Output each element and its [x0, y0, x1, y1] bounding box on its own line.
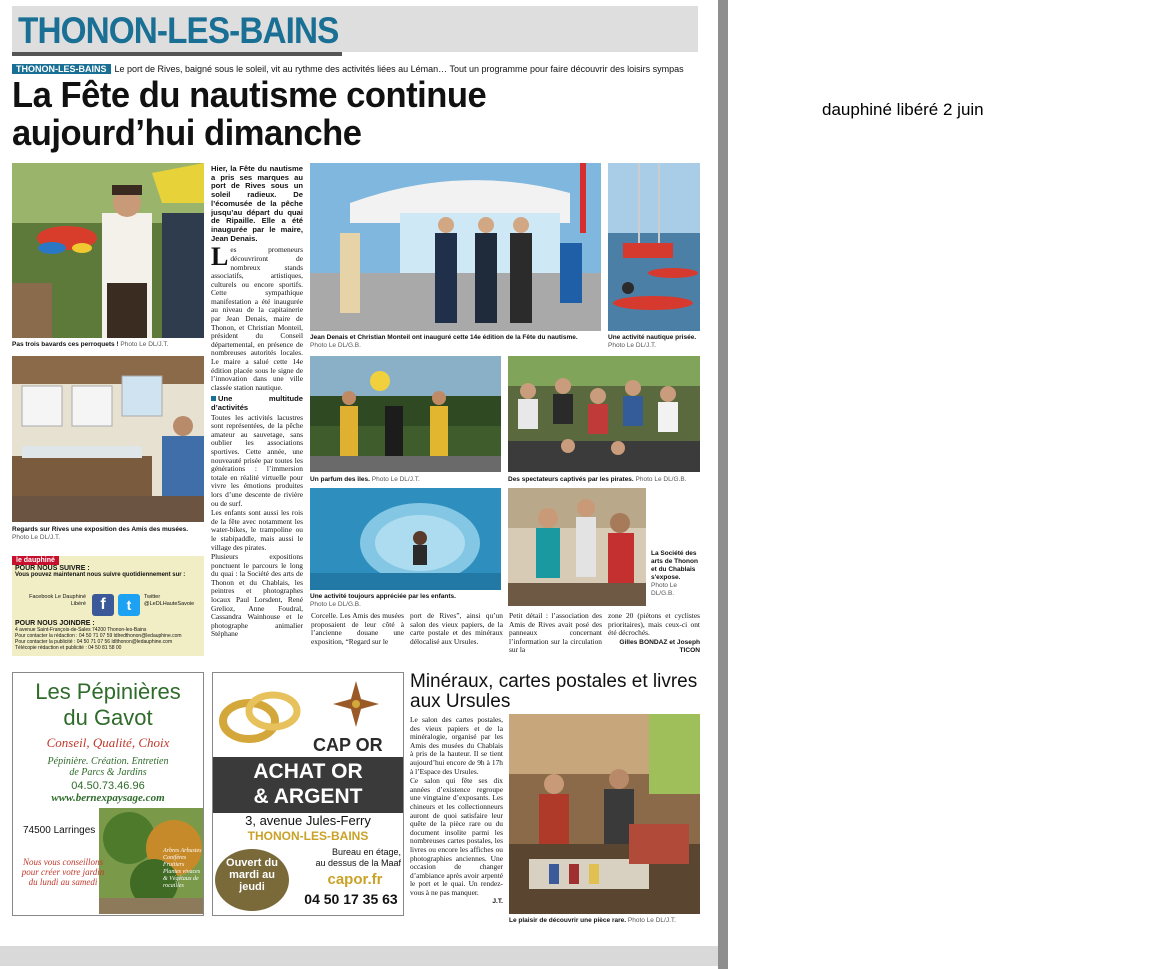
ad-pepinieres[interactable] [12, 672, 204, 916]
article-column-4 [509, 612, 602, 667]
ad-line: ACHAT OR [253, 760, 363, 783]
caption-text: Une activité nautique prisée. [608, 334, 697, 341]
ad-floor-line: au dessus de la Maaf [315, 858, 401, 868]
photo-credit: Photo Le DL/J.T. [627, 917, 676, 924]
photo-parrots [12, 163, 204, 338]
contact-line: Pour contacter la publicité : 04 50 71 07 56 ldlthonon@ledauphine.com [15, 639, 173, 645]
article-paragraph: Corcelle. Les Amis des musées proposaient de leur côté à l’ancienne douane une exposition, “Regard sur le [311, 612, 404, 646]
article-paragraph: zone 20 (piétons et cyclistes prioritaires), mais ceux-ci ont été décrochés. [608, 612, 700, 638]
ad-line: Pépinière. Création. Entretien [47, 756, 169, 767]
ad-phone: 04.50.73.46.96 [71, 780, 145, 792]
twitter-icon[interactable]: t [118, 594, 140, 616]
ad-web: capor.fr [327, 871, 383, 888]
caption-text: Une activité toujours appréciée par les enfants. [310, 593, 456, 600]
photo-credit: Photo Le DL/G.B. [310, 601, 361, 608]
photo-credit: Photo Le DL/J.T. [371, 476, 420, 483]
ad-advice: Nous vous conseillons pour créer votre jardin du lundi au samedi [21, 857, 105, 887]
caption-text: Le plaisir de découvrir une pièce rare. [509, 917, 627, 924]
ad-open-badge: Ouvert du mardi au jeudi [215, 849, 289, 911]
caption-water [310, 593, 501, 609]
photo-credit: Photo Le DL/J.T. [608, 342, 657, 349]
ad-banner [213, 757, 403, 813]
follow-text: Vous pouvez maintenant nous suivre quotidiennement sur : [15, 572, 186, 578]
article-paragraph: Toutes les activités lacustres sont représentées, de la pêche amateur au sauvetage, sans oublier les associations sportives. Cette année, une nouveauté prisée par toutes les générations : l’immersion totale en réalité virtuelle pour vivre les émotions produites lors d’une descente de rivière ou de surf. [211, 412, 303, 508]
ad-line: & ARGENT [253, 785, 363, 808]
page-bottom-bar [0, 946, 718, 966]
minerals-headline: Minéraux, cartes postales et livres aux Ursules [410, 671, 698, 712]
article-subhead [211, 395, 303, 412]
masthead-rule [12, 52, 342, 56]
article-paragraph: Plusieurs expositions ponctuent le parcours le long du quai : la Société des arts de Thonon et du Chablais, les peintres et photographes locaux Paul Lorsdent, René Grelioz, Anne Foudral, Cassandra Wainhouse et le photographe animalier Stéphane [211, 552, 303, 639]
caption-text: Des spectateurs captivés par les pirates. [508, 476, 634, 483]
caption-exhibition [12, 526, 204, 542]
article-paragraph: Les enfants sont aussi les rois de la fête avec notamment les water-bikes, le trampoline ou le stabipaddle, mais aussi le village des pirates. [211, 508, 303, 552]
article-column-2 [311, 612, 404, 667]
masthead-title: THONON-LES-BAINS [18, 10, 339, 51]
minerals-signature: J.T. [492, 898, 503, 906]
contact-box [12, 556, 204, 656]
article-paragraph: es promeneurs découvriront de nombreux stands associatifs, artistiques, culturels ou encore sportifs. Cette sympathique manifestation a été inaugurée au niveau de la capitainerie par Jean Denais, maire de Thonon, et Christian Monteil, président du Conseil départemental, en présence de nombreuses autorités locales. Le maire a salué cette 14e édition placée sous le signe de l’innovation dans une ville classée station nautique. [211, 245, 303, 392]
subhead-text: Une multitude d’activités [211, 394, 303, 413]
follow-heading: POUR NOUS SUIVRE : [15, 565, 90, 572]
dauphine-logo: le dauphiné [12, 556, 59, 565]
caption-society [651, 550, 701, 598]
side-note: dauphiné libéré 2 juin [822, 100, 984, 119]
photo-rare-piece [509, 714, 700, 914]
article-column-3 [410, 612, 503, 667]
caption-parrots [12, 341, 204, 349]
photo-nautical [608, 163, 700, 331]
minerals-column [410, 716, 503, 926]
article-paragraph: Le salon des cartes postales, des vieux papiers et de la minéralogie, organisé par les Amis des musées du Chablais à pris de la hauteur. Il se tient aujourd’hui encore de 9h à 17h à l’Espace des Ursules. [410, 716, 503, 776]
ad-slogan: Conseil, Qualité, Choix [46, 735, 170, 750]
ad-floor [301, 847, 401, 869]
square-icon [211, 396, 216, 401]
caption-nautical [608, 334, 700, 350]
star-logo-icon [333, 681, 379, 727]
rings-icon [217, 681, 303, 751]
article-column-1 [211, 165, 303, 665]
article-paragraph: Ce salon qui fête ses dix années d’existence regroupe une vingtaine d’exposants. Les chineurs et les collectionneurs auront de quoi satisfaire leur quête de la pièce rare ou du document insolite parmi les nombreuses cartes postales, les livres ou encore les affiches ou photographies anciennes. Une occasion de changer d’ambiance après avoir arpenté le port et le quai. Un rendez-vous à ne pas manquer. [410, 776, 503, 897]
article-signature: Gilles BONDAZ et Joseph TICON [619, 638, 700, 655]
photo-water-ball [310, 488, 501, 590]
ad-floor-line: Bureau en étage, [331, 847, 401, 857]
ad-brand: CAP OR [313, 735, 383, 755]
kicker-tag: THONON-LES-BAINS [12, 64, 111, 74]
caption-text: Un parfum des îles. [310, 476, 370, 483]
article-paragraph: Petit détail : l’association des Amis de Rives avait posé des panneaux concernant l’information sur la circulation sur la [509, 612, 602, 655]
article-paragraph: port de Rives”, ainsi qu’un salon des vieux papiers, de la carte postale et des minéraux délocalisé aux Ursules. [410, 612, 503, 646]
photo-credit: Photo Le DL/G.B. [635, 476, 687, 483]
photo-society [508, 488, 646, 606]
facebook-label: Facebook Le Dauphiné Libéré [29, 594, 86, 607]
article-lead: Hier, la Fête du nautisme a pris ses marques au port de Rives sous un soleil radieux. De l’écomusée de la pêche jusqu’au départ du quai de Ripaille. Elle a été inaugurée par le maire, Jean Denais. [211, 165, 303, 243]
photo-credit: Photo Le DL/J.T. [12, 534, 61, 541]
caption-text: Jean Denais et Christian Monteil ont inauguré cette 14e édition de la Fête du nautisme. [310, 334, 578, 341]
twitter-label: Twitter @LeDLHauteSavoie [144, 594, 195, 607]
photo-islands [310, 356, 501, 472]
contact-line: Télécopie rédaction et publicité : 04 50 81 58 00 [15, 645, 122, 651]
caption-spectators [508, 476, 700, 484]
contact-address: 4 avenue Saint-François-de-Sales 74200 Thonon-les-Bains [15, 627, 147, 633]
caption-text: La Société des arts de Thonon et du Chablais s'expose. [651, 550, 698, 581]
ad-capor[interactable] [212, 672, 404, 916]
caption-text: Regards sur Rives une exposition des Amis des musées. [12, 526, 189, 533]
ad-title: du Gavot [63, 705, 153, 730]
facebook-icon[interactable]: f [92, 594, 114, 616]
headline: La Fête du nautisme continue aujourd’hui dimanche [12, 74, 487, 153]
dropcap: L [211, 242, 229, 272]
contact-line: Pour contacter la rédaction : 04 50 71 07 59 ldlredthonon@ledauphine.com [15, 633, 182, 639]
caption-inauguration [310, 334, 601, 350]
ad-plant-list: Arbres Arbustes Conifères Fruitiers Plantes vivaces & Végétaux de rocailles [163, 848, 202, 889]
kicker-text: Le port de Rives, baigné sous le soleil, vit au rythme des activités liées au Léman… Tout un programme pour faire découvrir des loisirs sympas [114, 64, 684, 74]
ad-line: de Parcs & Jardins [69, 767, 147, 778]
ad-title: Les Pépinières [35, 679, 181, 704]
photo-inauguration [310, 163, 601, 331]
ad-town: 74500 Larringes [23, 825, 96, 836]
caption-text: Pas trois bavards ces perroquets ! [12, 341, 119, 348]
caption-rare-piece [509, 917, 700, 925]
photo-spectators [508, 356, 700, 472]
photo-credit: Photo Le DL/J.T. [120, 341, 169, 348]
join-heading: POUR NOUS JOINDRE : [15, 620, 95, 627]
photo-exhibition [12, 356, 204, 522]
photo-credit: Photo Le DL/G.B. [651, 582, 678, 597]
caption-islands [310, 476, 501, 484]
ad-web: www.bernexpaysage.com [51, 792, 165, 804]
kicker [12, 64, 684, 74]
ad-address: 3, avenue Jules-Ferry [245, 813, 371, 828]
article-column-5 [608, 612, 700, 667]
photo-credit: Photo Le DL/G.B. [310, 342, 361, 349]
ad-city: THONON-LES-BAINS [247, 829, 369, 843]
masthead [12, 6, 698, 52]
ad-phone: 04 50 17 35 63 [304, 891, 398, 907]
page-gutter [718, 0, 728, 969]
